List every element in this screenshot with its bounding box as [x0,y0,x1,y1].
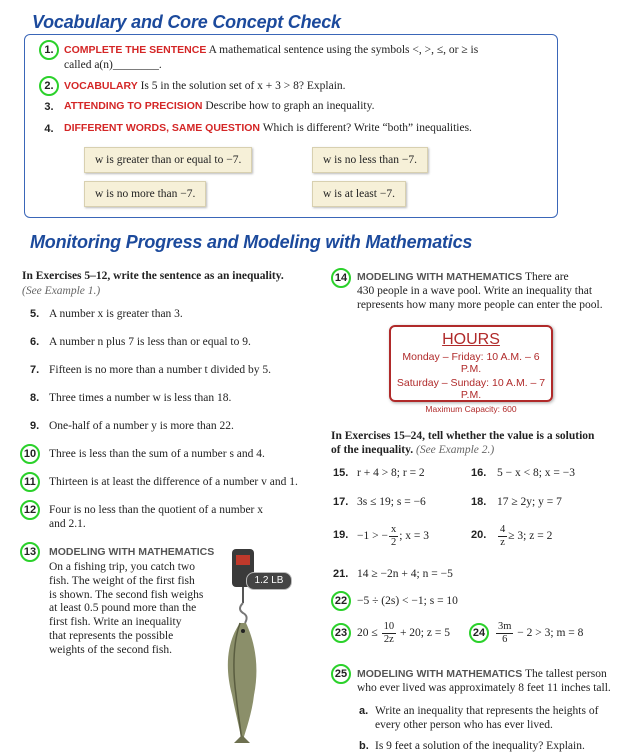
exercise-number: 14 [334,272,348,284]
expr-part: −1 > − [357,530,388,542]
exercise-text-line: and 2.1. [49,518,86,530]
item-number: 4. [44,123,54,135]
exercise-number: 5. [30,308,40,320]
exercise-text: −5 ÷ (2s) < −1; s = 10 [357,595,458,607]
numerator: 4 [500,523,506,535]
intro-left-see: (See Example 1.) [22,285,101,297]
intro-right: In Exercises 15–24, tell whether the value is a solution [331,430,595,442]
item-number: 2. [44,80,54,92]
item-number: 3. [44,101,54,113]
exercise-heading: MODELING WITH MATHEMATICS [49,546,215,558]
expr-part: ; x = 3 [399,530,430,542]
subpart-label: a. [359,705,369,717]
exercise-number: 11 [24,476,36,488]
exercise-text: Fifteen is no more than a number t divided by 5. [49,364,271,376]
exercise-text: A number x is greater than 3. [49,308,183,320]
exercise-heading: MODELING WITH MATHEMATICS [357,668,523,680]
exercise-number: 17. [333,496,349,508]
text-line: first fish. Write an inequality [49,616,182,629]
exercise-text: 3s ≤ 19; s = −6 [357,496,426,508]
subpart-b-text: Is 9 feet a solution of the inequality? Explain. [375,740,585,752]
exercise-number: 24 [472,627,486,639]
exercise-text [357,520,429,552]
text-line: every other person who has ever lived. [375,719,553,731]
vocab-title: Vocabulary and Core Concept Check [28,12,345,33]
denominator: 2 [390,536,397,548]
text-line: The tallest person [524,668,607,680]
item-text-cont: called a(n)________. [64,59,162,71]
exercise-number: 16. [471,467,487,479]
exercise-text: Three is less than the sum of a number s and 4. [49,448,265,460]
hours-sign [389,325,553,414]
exercise-number: 7. [30,364,40,376]
exercise-number: 13 [23,546,37,558]
exercise-number: 25 [334,668,348,680]
intro-right-2 [331,443,494,458]
exercise-text: Three times a number w is less than 18. [49,392,232,404]
intro-see: (See Example 2.) [415,444,495,456]
text-line: represents how many more people can enter the pool. [357,299,603,311]
hours-title: HOURS [442,331,500,348]
exercise-25-text [357,667,627,695]
subpart-label: b. [359,740,369,752]
item-text: A mathematical sentence using the symbols <, >, ≤, or ≥ is [208,44,479,56]
exercise-number: 18. [471,496,487,508]
exercise-text: 5 − x < 8; x = −3 [497,467,576,479]
numerator: 10 [383,620,395,632]
text-line: who ever lived was approximately 8 feet 11 inches tall. [357,682,611,694]
item-text: Which is different? Write “both” inequalities. [262,122,472,134]
exercise-text: A number n plus 7 is less than or equal to 9. [49,336,251,348]
denominator: z [500,536,505,548]
exercise-text: 17 ≥ 2y; y = 7 [497,496,562,508]
text-line: 430 people in a wave pool. Write an inequality that [357,285,593,297]
exercise-number: 19. [333,529,349,541]
text-line: There are [524,271,569,283]
exercise-14-text [357,270,627,312]
hours-line: Saturday – Sunday: 10 A.M. – 7 P.M. [396,377,546,401]
text-line: fish. The weight of the first fish [49,574,195,587]
fraction [498,524,507,549]
intro-text: of the inequality. [331,444,414,456]
exercise-number: 8. [30,392,40,404]
option-card: w is at least −7. [312,181,406,207]
denominator: 2z [383,633,394,645]
fraction [496,621,513,646]
exercise-number: 20. [471,529,487,541]
exercise-13-text [49,561,203,658]
expr-part: − 2 > 3; m = 8 [514,627,584,639]
numerator: x [390,523,397,535]
exercise-text [495,617,583,649]
fraction [382,621,397,646]
denominator: 6 [502,633,508,645]
item-number: 1. [44,44,54,56]
exercise-number: 6. [30,336,40,348]
item-text: Is 5 in the solution set of x + 3 > 8? Explain. [140,80,346,92]
exercise-text: Thirteen is at least the difference of a number v and 1. [49,476,298,488]
text-line: Write an inequality that represents the heights of [375,705,599,717]
exercise-number: 12 [23,504,37,516]
monitoring-title: Monitoring Progress and Modeling with Mathematics [30,232,473,252]
exercise-number: 22 [334,595,348,607]
exercise-text: 14 ≥ −2n + 4; n = −5 [357,568,453,580]
vocab-item-4 [64,121,534,136]
option-card: w is greater than or equal to −7. [84,147,252,173]
hours-capacity: Maximum Capacity: 600 [425,404,517,414]
hours-line: Monday – Friday: 10 A.M. – 6 P.M. [402,351,540,375]
item-heading: COMPLETE THE SENTENCE [64,44,207,56]
expr-part: ≥ 3; z = 2 [508,530,553,542]
option-card: w is no less than −7. [312,147,428,173]
vocab-item-1 [64,43,534,73]
item-heading: VOCABULARY [64,80,138,92]
exercise-heading: MODELING WITH MATHEMATICS [357,271,523,283]
scale-label: 1.2 LB [246,572,292,590]
vocab-item-2 [64,79,534,94]
intro-left: In Exercises 5–12, write the sentence as an inequality. [22,270,284,282]
expr-part: 20 ≤ [357,627,381,639]
option-card: w is no more than −7. [84,181,206,207]
exercise-text [357,617,450,649]
item-heading: DIFFERENT WORDS, SAME QUESTION [64,122,261,134]
text-line: On a fishing trip, you catch two [49,561,195,573]
exercise-text-line: Four is no less than the quotient of a number x [49,504,263,516]
exercise-number: 9. [30,420,40,432]
exercise-number: 21. [333,568,349,580]
text-line: that represents the possible [49,629,174,642]
numerator: 3m [498,620,512,632]
exercise-number: 23 [334,627,348,639]
item-text: Describe how to graph an inequality. [205,100,375,112]
exercise-text [497,520,552,552]
item-heading: ATTENDING TO PRECISION [64,100,203,112]
exercise-number: 10 [23,448,37,460]
text-line: at least 0.5 pound more than the [49,602,197,615]
exercise-text: One-half of a number y is more than 22. [49,420,234,432]
expr-part: + 20; z = 5 [397,627,450,639]
vocab-item-3 [64,99,534,114]
exercise-number: 15. [333,467,349,479]
text-line: weights of the second fish. [49,643,172,656]
text-line: is shown. The second fish weighs [49,588,204,601]
exercise-text: r + 4 > 8; r = 2 [357,467,425,479]
exercise-text [49,503,263,531]
subpart-a-text [375,704,598,732]
fraction [389,524,398,549]
